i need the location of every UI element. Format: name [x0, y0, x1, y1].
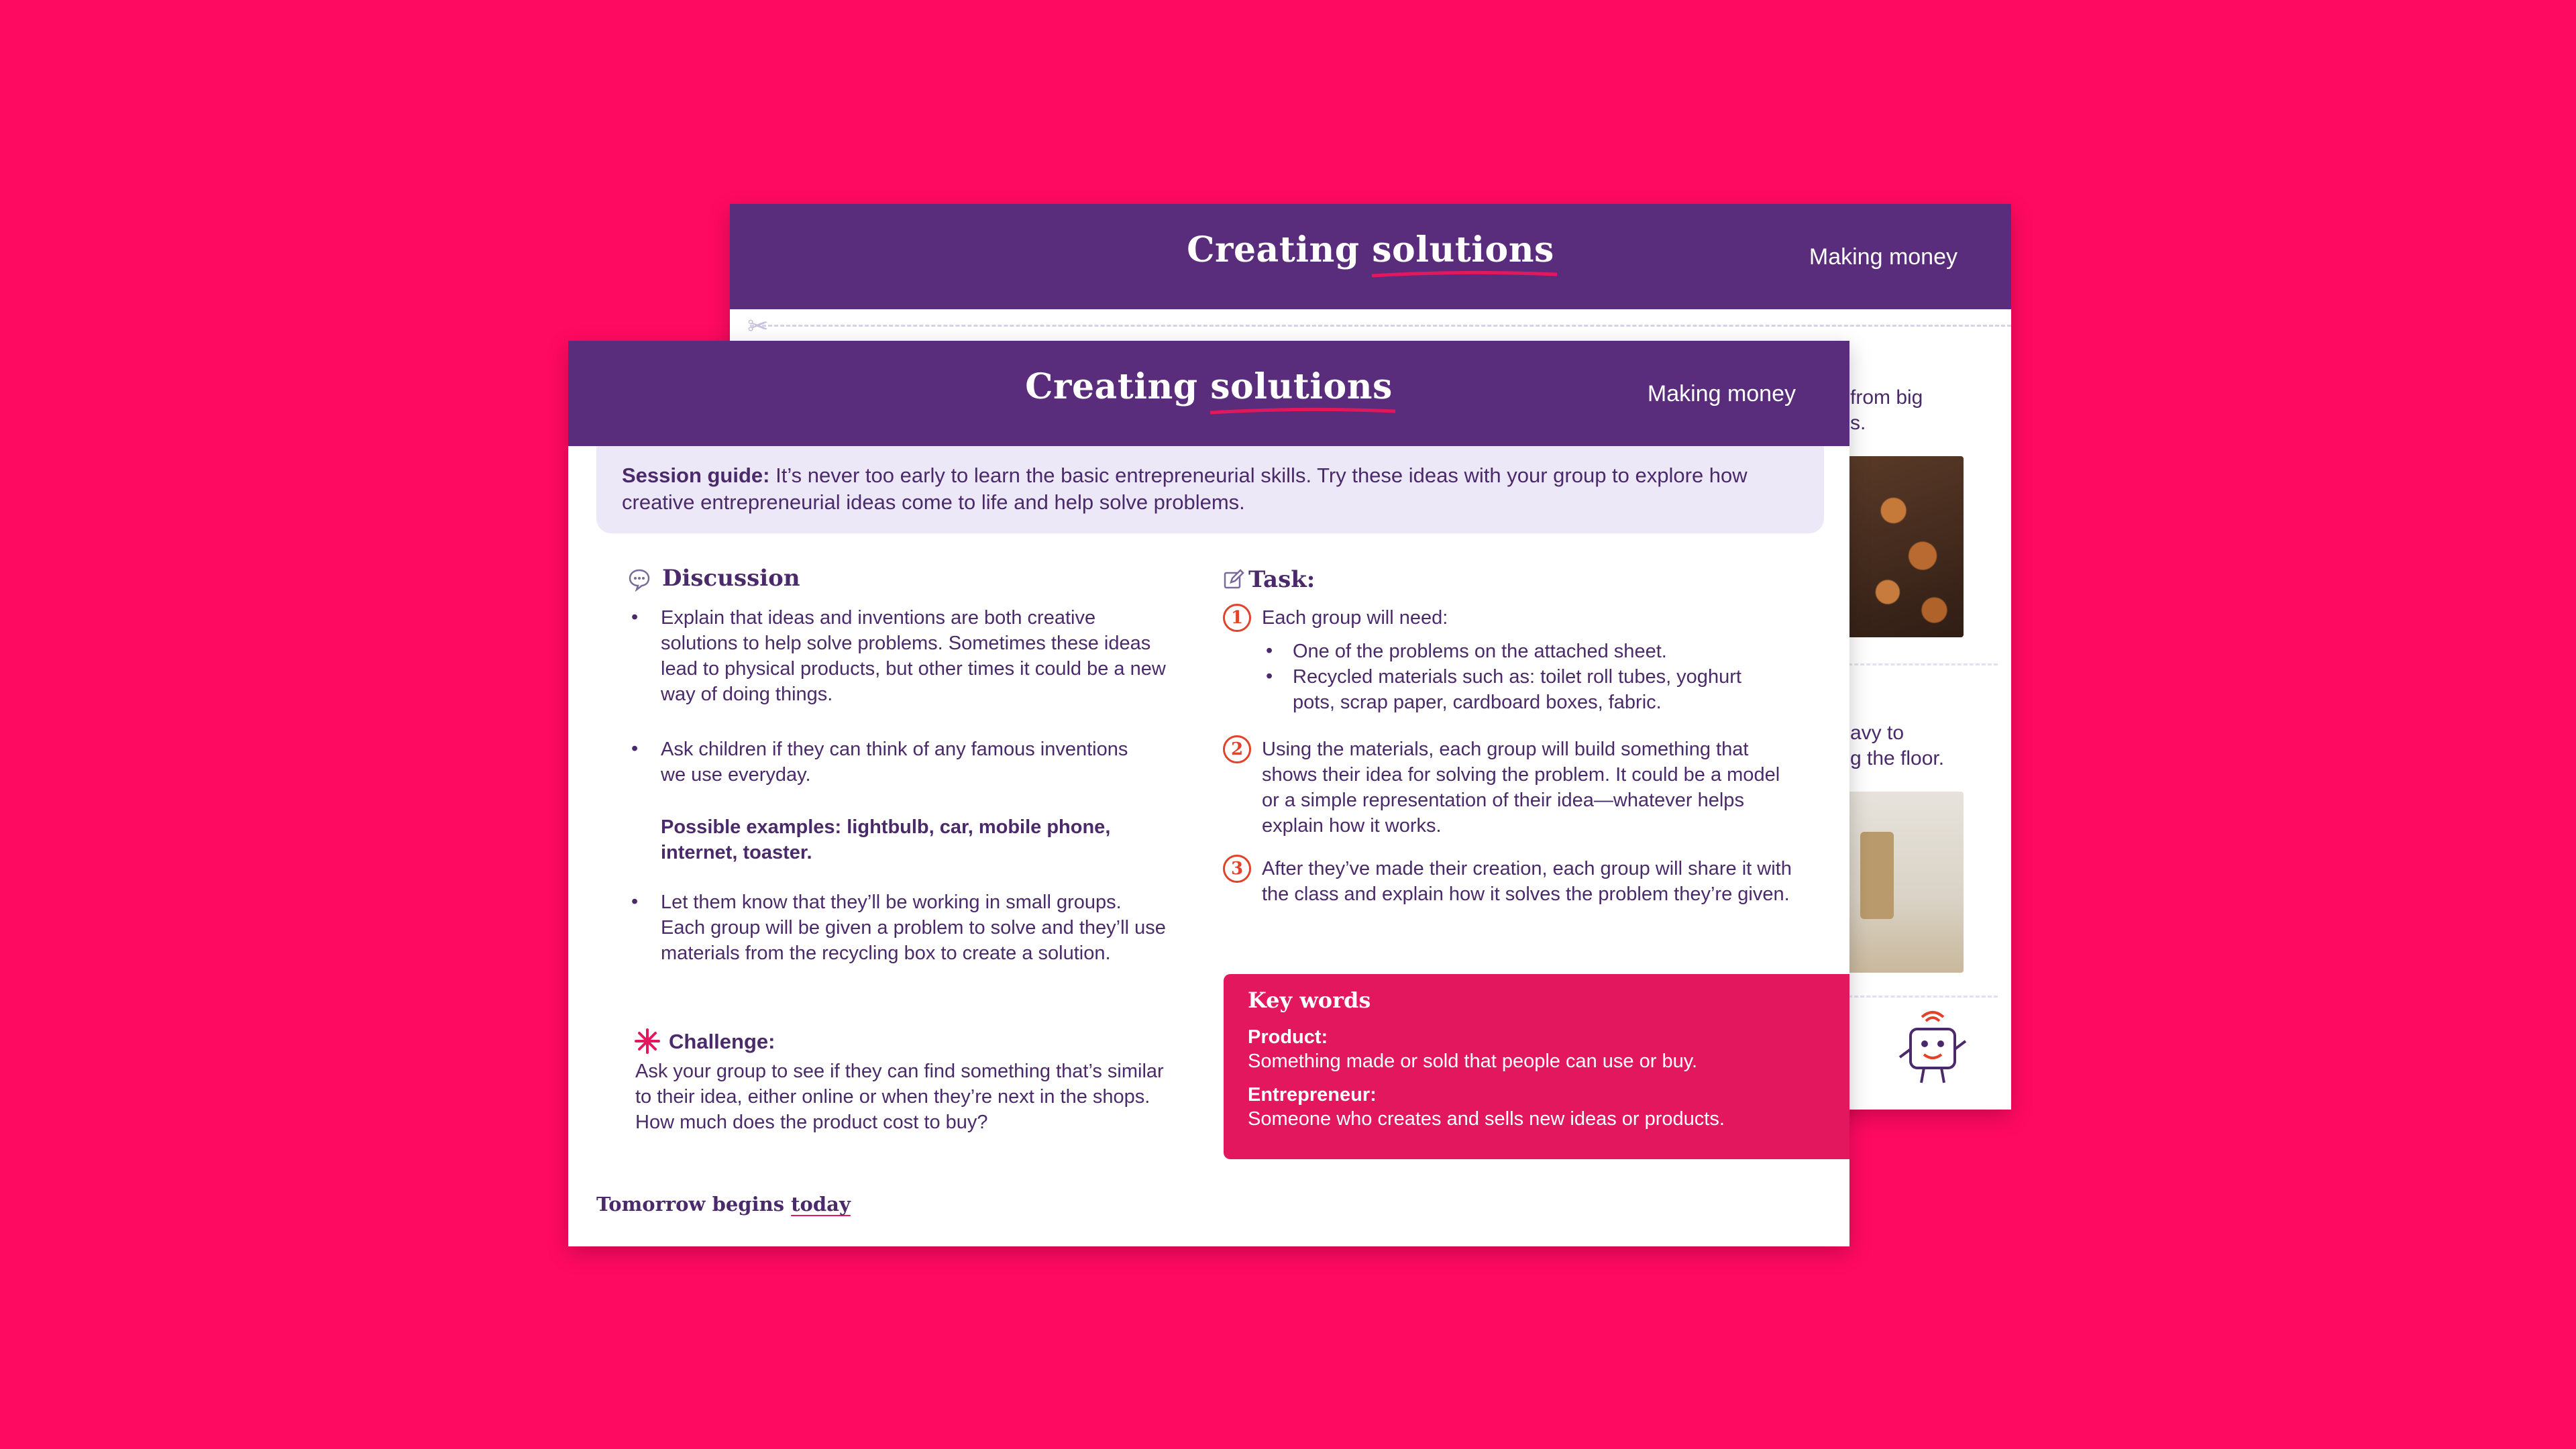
session-guide [596, 446, 1824, 533]
step-number: 3 [1223, 855, 1251, 883]
bullet-dot: • [631, 738, 639, 759]
robot-mascot-icon [1896, 1009, 1970, 1088]
front-card-header [568, 341, 1849, 446]
task-step-2: Using the materials, each group will build something that shows their idea for solving the problem. It could be a model or a simple representation of their idea—whatever helps explain how it works. [1262, 739, 1780, 837]
cut-line [1830, 996, 1998, 998]
key-words-box [1224, 974, 1849, 1159]
key-word-definition: Someone who creates and sells new ideas or products. [1248, 1108, 1725, 1130]
back-text-fragment: s. [1850, 412, 1866, 434]
title-underline [1209, 406, 1397, 417]
key-word-term: Product: [1248, 1026, 1328, 1048]
step-number: 2 [1223, 735, 1251, 763]
session-guide-text: It’s never too early to learn the basic entrepreneurial skills. Try these ideas with your group to explore how creative entrepreneurial ideas come to life and help solve problems. [622, 464, 1748, 514]
photo-cereal-hoops [1847, 456, 1964, 637]
back-text-fragment: from big [1850, 386, 1923, 409]
bullet-dot: • [631, 891, 639, 912]
speech-bubble-icon [627, 568, 651, 592]
front-card [568, 341, 1849, 1246]
back-card-header [730, 204, 2011, 309]
key-word-term: Entrepreneur: [1248, 1084, 1377, 1106]
front-card-title: Creating solutions [568, 366, 1849, 407]
task-step-1: Each group will need: [1262, 607, 1448, 629]
bullet-dot: • [1266, 665, 1273, 687]
photo-room-chair [1847, 792, 1964, 973]
scissors-icon: ✂ [747, 313, 769, 341]
footer-tagline: Tomorrow begins today [596, 1193, 851, 1216]
discussion-bullet-2: Ask children if they can think of any famous inventions we use everyday. [661, 739, 1128, 786]
title-underline [1371, 269, 1558, 280]
task-need-2: Recycled materials such as: toilet roll tubes, yoghurt pots, scrap paper, cardboard boxes, fabric. [1293, 666, 1741, 713]
edit-pencil-icon [1223, 569, 1244, 590]
key-word-definition: Something made or sold that people can use or buy. [1248, 1051, 1698, 1072]
back-card-title: Creating solutions [730, 229, 2011, 270]
cut-line [750, 325, 2011, 327]
session-guide-label: Session guide: [622, 464, 770, 487]
challenge-text: Ask your group to see if they can find something that’s similar to their idea, either online or when they’re next in the shops. How much does the product cost to buy? [635, 1061, 1164, 1133]
discussion-bullet-1: Explain that ideas and inventions are both creative solutions to help solve problems. Sometimes these ideas lead to physical products, but other times it could be a new way of doing things. [661, 607, 1166, 705]
front-card-subject: Making money [1647, 381, 1796, 407]
back-card-subject: Making money [1809, 244, 1957, 270]
asterisk-star-icon [634, 1028, 661, 1055]
back-text-fragment: g the floor. [1850, 747, 1945, 769]
bullet-dot: • [631, 606, 639, 628]
discussion-examples: Possible examples: lightbulb, car, mobile phone, internet, toaster. [661, 816, 1111, 863]
bullet-dot: • [1266, 640, 1273, 661]
back-text-fragment: avy to [1850, 722, 1904, 744]
cut-line [1830, 663, 1998, 665]
task-need-1: One of the problems on the attached sheet. [1293, 641, 1667, 662]
step-number: 1 [1223, 604, 1251, 632]
discussion-bullet-3: Let them know that they’ll be working in small groups. Each group will be given a problem to solve and they’ll use materials from the recycling box to create a solution. [661, 892, 1166, 964]
key-words-heading: Key words [1248, 987, 1371, 1013]
challenge-heading: Challenge: [669, 1030, 775, 1053]
discussion-heading: Discussion [662, 565, 800, 592]
task-heading: Task: [1248, 566, 1316, 593]
task-step-3: After they’ve made their creation, each group will share it with the class and explain how it solves the problem they’re given. [1262, 858, 1792, 905]
